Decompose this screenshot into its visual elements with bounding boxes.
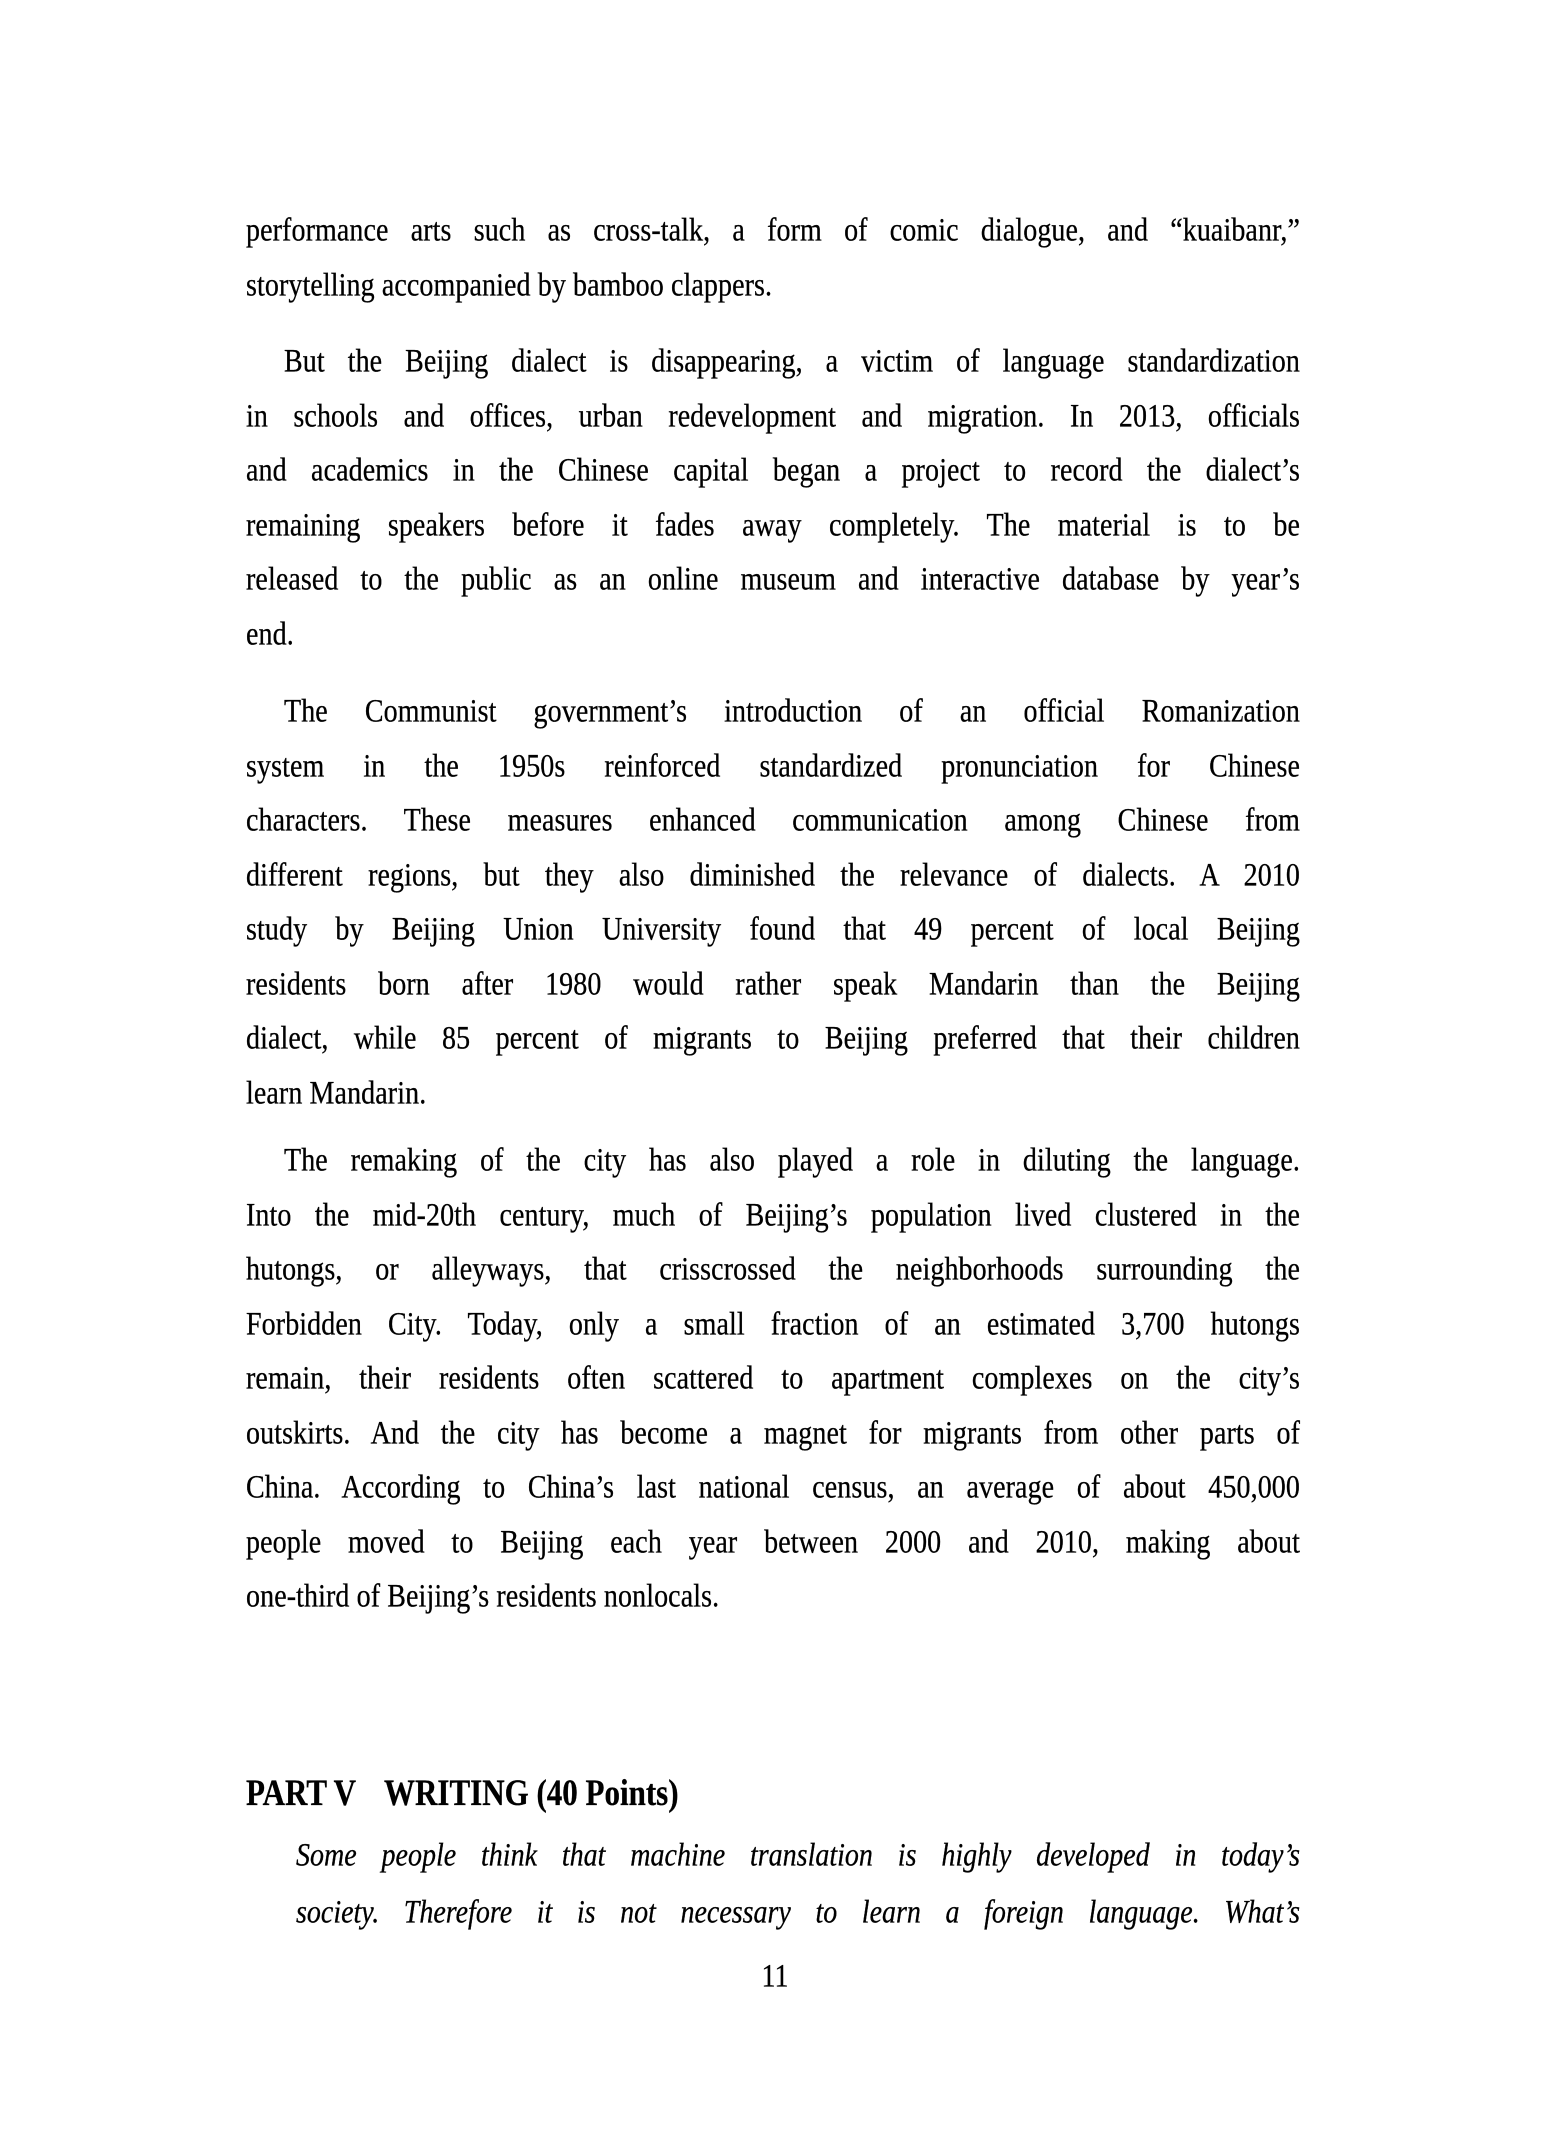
text-line: different regions, but they also diminished the relevance of dialects. A 2010 (246, 856, 1300, 894)
prompt-line: Some people think that machine translation is highly developed in today’s (296, 1837, 1300, 1874)
text-line: in schools and offices, urban redevelopment and migration. In 2013, officials (246, 397, 1300, 435)
text-line: learn Mandarin. (246, 1074, 427, 1112)
text-line: characters. These measures enhanced communication among Chinese from (246, 802, 1300, 839)
text-line: one-third of Beijing’s residents nonlocals. (246, 1578, 720, 1615)
text-line: system in the 1950s reinforced standardized pronunciation for Chinese (246, 747, 1300, 785)
text-line: outskirts. And the city has become a magnet for migrants from other parts of (246, 1414, 1300, 1452)
text-line: But the Beijing dialect is disappearing, a victim of language standardization (284, 343, 1300, 380)
text-line: hutongs, or alleyways, that crisscrossed the neighborhoods surrounding the (246, 1251, 1300, 1288)
page-number-text: 11 (761, 1958, 789, 1995)
section-title: WRITING (40 Points) (384, 1771, 679, 1814)
text-line: end. (246, 615, 294, 653)
text-line: The remaking of the city has also played a role in diluting the language. (284, 1142, 1300, 1179)
text-line: remaining speakers before it fades away completely. The material is to be (246, 506, 1300, 544)
paragraph (246, 335, 1300, 662)
paragraph (246, 204, 1300, 313)
paragraph (246, 685, 1300, 1121)
text-line: storytelling accompanied by bamboo clappers. (246, 266, 773, 304)
text-line: study by Beijing Union University found that 49 percent of local Beijing (246, 911, 1300, 948)
page-number (0, 1950, 1550, 2005)
text-line: residents born after 1980 would rather speak Mandarin than the Beijing (246, 965, 1300, 1003)
writing-prompt (296, 1827, 1300, 1941)
text-line: remain, their residents often scattered to apartment complexes on the city’s (246, 1360, 1300, 1397)
text-line: performance arts such as cross-talk, a form of comic dialogue, and “kuaibanr,” (246, 212, 1300, 249)
text-line: released to the public as an online museum and interactive database by year’s (246, 561, 1300, 598)
text-line: dialect, while 85 percent of migrants to Beijing preferred that their children (246, 1020, 1300, 1057)
text-line: people moved to Beijing each year between 2000 and 2010, making about (246, 1523, 1300, 1561)
heading-line (246, 1761, 1300, 1825)
text-line: China. According to China’s last national census, an average of about 450,000 (246, 1469, 1300, 1506)
text-line: and academics in the Chinese capital began a project to record the dialect’s (246, 452, 1300, 489)
part-label: PART V (246, 1771, 357, 1814)
text-line: The Communist government’s introduction of an official Romanization (284, 693, 1300, 730)
text-line: Into the mid-20th century, much of Beijing’s population lived clustered in the (246, 1196, 1300, 1234)
prompt-line: society. Therefore it is not necessary to learn a foreign language. What’s (296, 1894, 1300, 1931)
text-line: Forbidden City. Today, only a small fraction of an estimated 3,700 hutongs (246, 1305, 1300, 1343)
section-heading (246, 1766, 1300, 1821)
paragraph (246, 1134, 1300, 1625)
